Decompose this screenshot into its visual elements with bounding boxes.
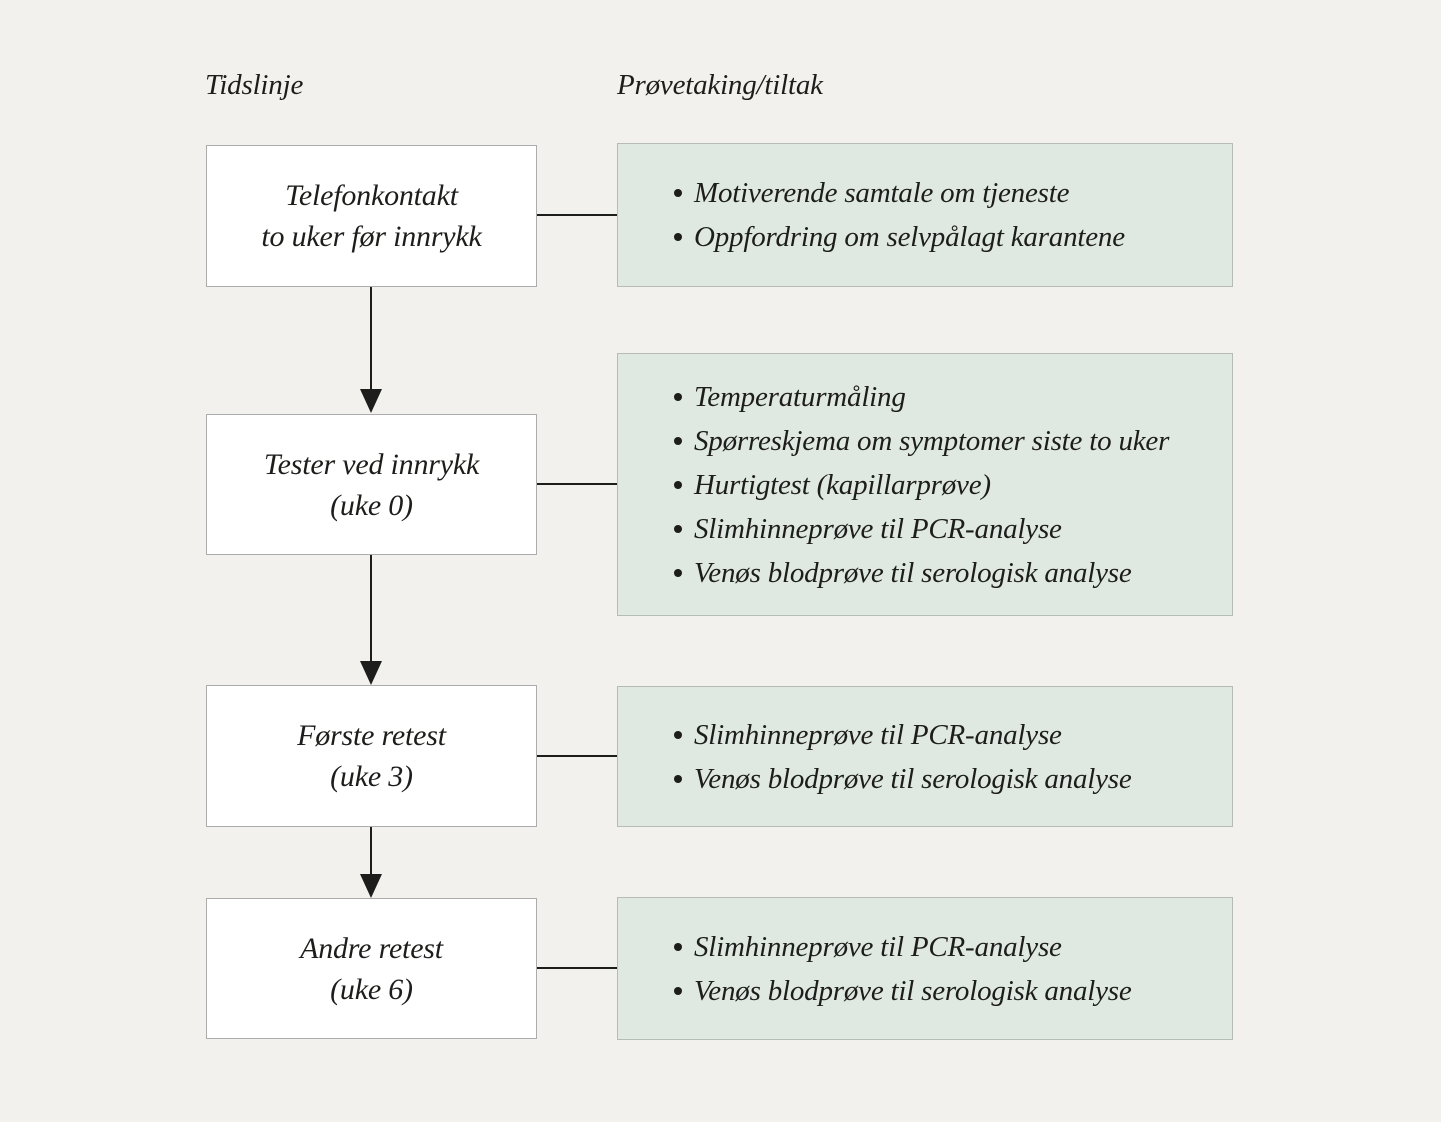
connector-line-row2 bbox=[537, 483, 617, 485]
action-item: Venøs blodprøve til serologisk analyse bbox=[694, 757, 1222, 801]
flow-arrow-3 bbox=[360, 827, 382, 898]
action-item: Oppfordring om selvpålagt karantene bbox=[694, 215, 1222, 259]
timeline-box-tester-ved-innrykk bbox=[206, 414, 537, 555]
timeline-box-label-line2: (uke 0) bbox=[330, 488, 413, 522]
actions-box-row1 bbox=[617, 143, 1233, 287]
timeline-box-label-line1: Telefonkontakt bbox=[285, 179, 458, 212]
column-header-timeline: Tidslinje bbox=[205, 69, 304, 101]
actions-box-row2 bbox=[617, 353, 1233, 616]
action-item: Venøs blodprøve til serologisk analyse bbox=[694, 969, 1222, 1013]
arrow-shaft bbox=[370, 827, 372, 876]
action-item: Hurtigtest (kapillarprøve) bbox=[694, 463, 1222, 507]
timeline-box-telefonkontakt bbox=[206, 145, 537, 287]
action-item: Venøs blodprøve til serologisk analyse bbox=[694, 551, 1222, 595]
connector-line-row4 bbox=[537, 967, 617, 969]
timeline-box-label-line2: (uke 6) bbox=[330, 972, 413, 1006]
actions-list bbox=[618, 925, 1232, 1013]
action-item: Temperaturmåling bbox=[694, 375, 1222, 419]
actions-list bbox=[618, 171, 1232, 259]
timeline-box-andre-retest bbox=[206, 898, 537, 1039]
actions-box-row3 bbox=[617, 686, 1233, 827]
column-header-actions: Prøvetaking/tiltak bbox=[617, 69, 823, 101]
arrow-shaft bbox=[370, 555, 372, 663]
arrow-shaft bbox=[370, 287, 372, 391]
connector-line-row1 bbox=[537, 214, 617, 216]
flow-arrow-1 bbox=[360, 287, 382, 413]
action-item: Spørreskjema om symptomer siste to uker bbox=[694, 419, 1222, 463]
timeline-box-foerste-retest bbox=[206, 685, 537, 827]
timeline-box-label-line1: Andre retest bbox=[300, 931, 443, 965]
action-item: Slimhinneprøve til PCR-analyse bbox=[694, 507, 1222, 551]
actions-box-row4 bbox=[617, 897, 1233, 1040]
action-item: Motiverende samtale om tjeneste bbox=[694, 171, 1222, 215]
actions-list bbox=[618, 713, 1232, 801]
actions-list bbox=[618, 375, 1232, 595]
timeline-box-label-line2: (uke 3) bbox=[330, 760, 413, 793]
timeline-box-label-line1: Tester ved innrykk bbox=[263, 447, 480, 481]
timeline-box-label-line2: to uker før innrykk bbox=[261, 220, 482, 253]
action-item: Slimhinneprøve til PCR-analyse bbox=[694, 713, 1222, 757]
arrowhead-down-icon bbox=[360, 661, 382, 685]
arrowhead-down-icon bbox=[360, 389, 382, 413]
timeline-box-label-line1: Første retest bbox=[297, 719, 446, 752]
flow-arrow-2 bbox=[360, 555, 382, 685]
connector-line-row3 bbox=[537, 755, 617, 757]
action-item: Slimhinneprøve til PCR-analyse bbox=[694, 925, 1222, 969]
arrowhead-down-icon bbox=[360, 874, 382, 898]
